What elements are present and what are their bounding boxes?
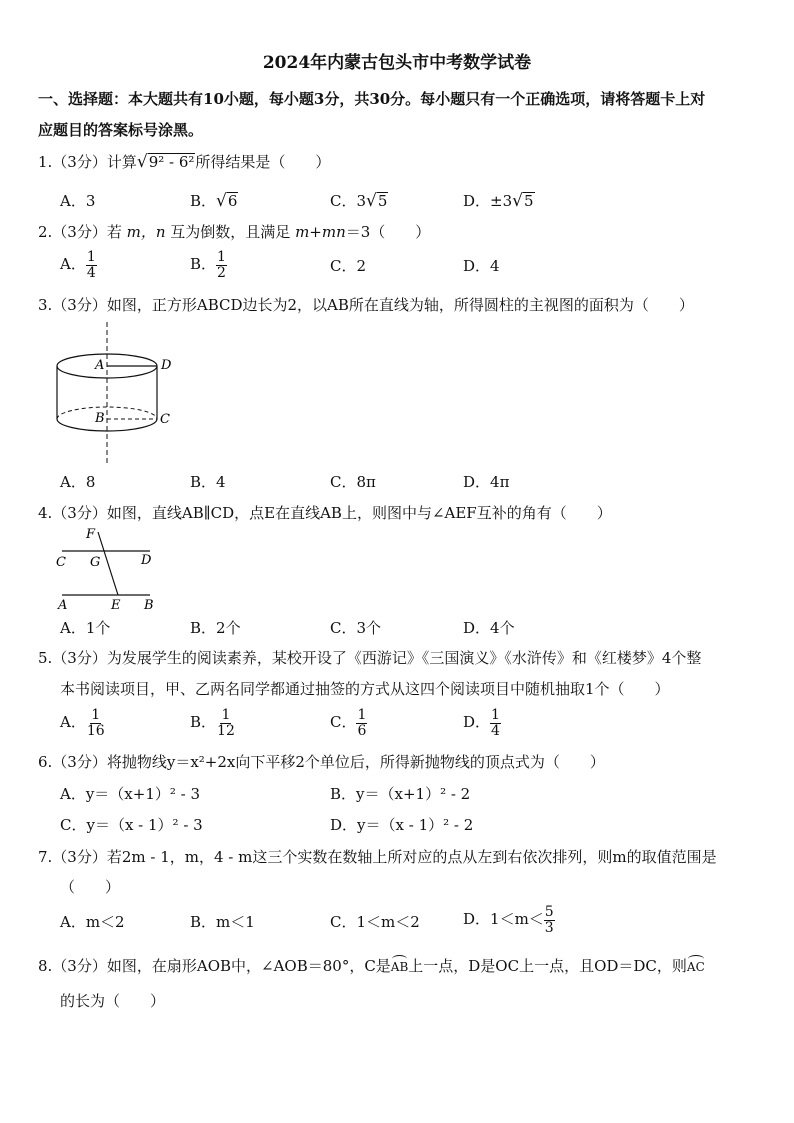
q3-option-a[interactable]: A．8 [60,473,96,491]
q3-option-c[interactable]: C．8π [330,473,376,491]
q5-option-c[interactable]: C． $\frac{1}{6}$ [330,707,367,739]
q2-option-b[interactable]: B． $\frac{1}{2}$ [190,249,226,281]
arc-ab: AB [390,960,409,974]
parallel-lines-figure [50,522,170,614]
label-g: G [90,555,101,570]
q1-option-c[interactable]: C．3√5 [330,191,388,211]
q7-option-d[interactable]: D．1＜m＜ $\frac{5}{3}$ [463,904,554,936]
q7-option-a[interactable]: A．m＜2 [60,913,125,931]
q7-option-b[interactable]: B．m＜1 [190,913,255,931]
q1-suffix: 所得结果是（ ） [195,153,331,171]
section-heading-line1: 一、选择题：本大题共有10小题，每小题3分，共30分。每小题只有一个正确选项，请将答题卡上对 [38,90,706,108]
label-b: B [144,598,154,613]
q1-prefix: 1.（3分）计算 [38,153,137,171]
arc-ac: AC [686,960,705,974]
q5-option-d[interactable]: D． $\frac{1}{4}$ [463,707,500,739]
question-8-line2: 的长为（ ） [60,992,166,1010]
question-3: 3.（3分）如图，正方形ABCD边长为2，以AB所在直线为轴，所得圆柱的主视图的面积为（ ） [38,296,694,314]
q7-option-c[interactable]: C．1＜m＜2 [330,913,420,931]
label-f: F [86,527,96,542]
question-7-line1: 7.（3分）若2m - 1，m，4 - m这三个实数在数轴上所对应的点从左到右依次排列，则m的取值范围是 [38,848,717,866]
q6-option-d[interactable]: D．y＝（x - 1）² - 2 [330,816,474,834]
q1-radicand: 9² - 6² [148,153,195,171]
q4-option-d[interactable]: D．4个 [463,619,515,637]
label-a: A [58,598,68,613]
q3-option-b[interactable]: B．4 [190,473,226,491]
q6-option-c[interactable]: C．y＝（x - 1）² - 3 [60,816,203,834]
q5-option-a[interactable]: A． $\frac{1}{16}$ [60,707,105,739]
q2-option-d[interactable]: D．4 [463,257,500,275]
q4-option-b[interactable]: B．2个 [190,619,241,637]
q4-option-a[interactable]: A．1个 [60,619,111,637]
page-title: 2024年内蒙古包头市中考数学试卷 [262,53,532,73]
q4-option-c[interactable]: C．3个 [330,619,382,637]
label-c: C [56,555,66,570]
label-d: D [141,553,152,568]
label-d: D [161,358,172,373]
q1-option-d[interactable]: D．±3√5 [463,191,534,211]
q2-option-c[interactable]: C．2 [330,257,367,275]
label-a: A [95,358,105,373]
q1-option-b[interactable]: B．√6 [190,191,238,211]
q2-option-a[interactable]: A． $\frac{1}{4}$ [60,249,96,281]
label-e: E [111,598,121,613]
question-6: 6.（3分）将抛物线y＝x²+2x向下平移2个单位后，所得新抛物线的顶点式为（ ） [38,753,605,771]
question-5-line1: 5.（3分）为发展学生的阅读素养，某校开设了《西游记》《三国演义》《水浒传》和《红楼梦》4个整 [38,649,702,667]
cylinder-figure [50,320,180,470]
q3-option-d[interactable]: D．4π [463,473,510,491]
q6-option-a[interactable]: A．y＝（x+1）² - 3 [60,785,201,803]
q1-option-a[interactable]: A．3 [60,192,96,210]
question-5-line2: 本书阅读项目，甲、乙两名同学都通过抽签的方式从这四个阅读项目中随机抽取1个（ ） [60,680,670,698]
question-8: 8.（3分）如图，在扇形AOB中，∠AOB＝80°，C是AB上一点，D是OC上一点，且OD＝DC，则AC [38,957,705,975]
radical-sign: √ [136,152,148,172]
question-7-line2: （ ） [60,878,121,896]
q5-option-b[interactable]: B． $\frac{1}{12}$ [190,707,235,739]
section-heading-line2: 应题目的答案标号涂黑。 [38,121,204,139]
label-b: B [95,411,105,426]
q6-option-b[interactable]: B．y＝（x+1）² - 2 [330,785,471,803]
question-4: 4.（3分）如图，直线AB∥CD，点E在直线AB上，则图中与∠AEF互补的角有（ ） [38,504,612,522]
label-c: C [160,412,170,427]
question-2: 2.（3分）若 m，n 互为倒数，且满足 m+mn＝3（ ） [38,223,431,241]
question-1 [38,151,330,172]
